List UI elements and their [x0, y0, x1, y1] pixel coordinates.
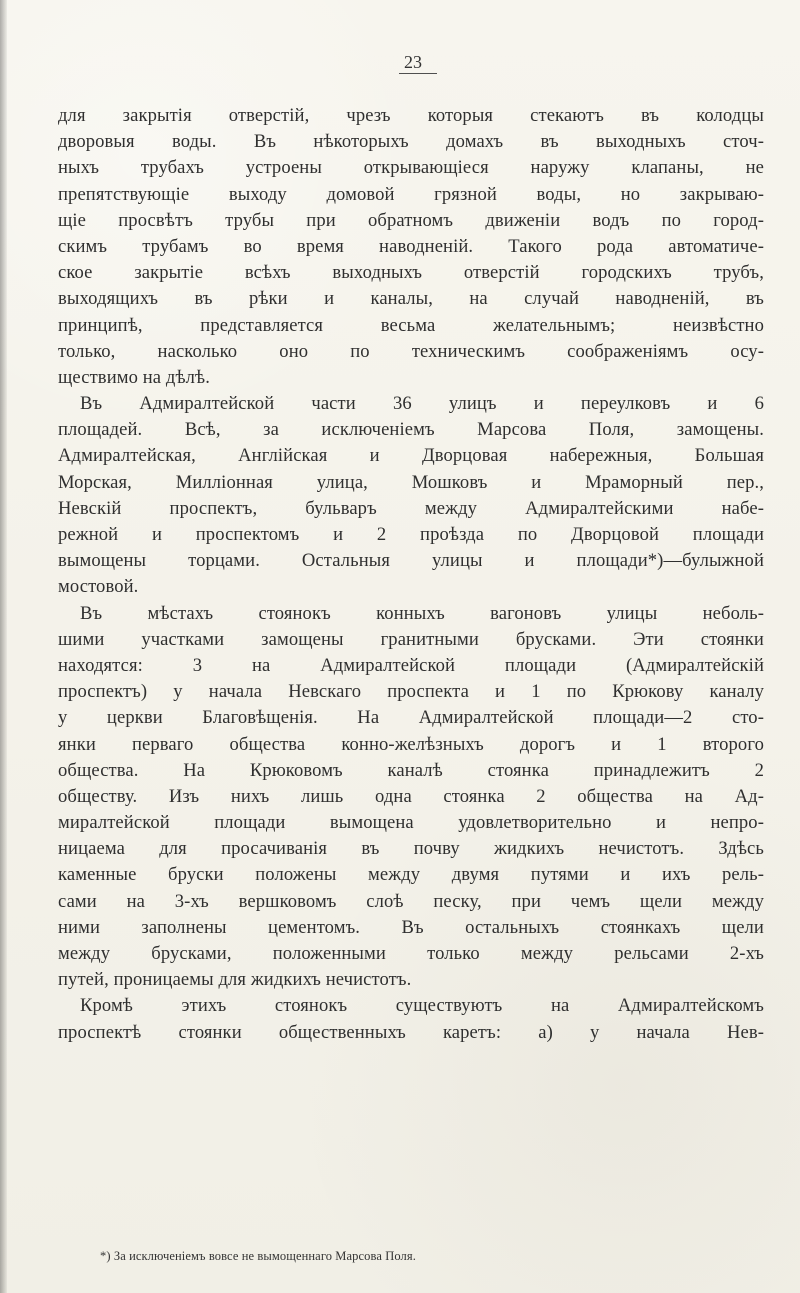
text-line: шими участками замощены гранитными брусками. Эти стоянки [58, 628, 764, 650]
text-line: янки перваго общества конно-желѣзныхъ дорогъ и 1 второго [58, 733, 764, 755]
page-number: 23 [404, 52, 422, 72]
text-line: ними заполнены цементомъ. Въ остальныхъ стоянкахъ щели [58, 916, 764, 938]
text-line: обществу. Изъ нихъ лишь одна стоянка 2 общества на Ад- [58, 785, 764, 807]
text-line: ское закрытіе всѣхъ выходныхъ отверстій городскихъ трубъ, [58, 262, 764, 284]
text-line: сами на 3-хъ вершковомъ слоѣ песку, при чемъ щели между [58, 890, 764, 912]
text-line: вымощены торцами. Остальныя улицы и площади*)—булыжной [58, 550, 764, 572]
text-line: ществимо на дѣлѣ. [58, 366, 210, 388]
text-line: выходящихъ въ рѣки и каналы, на случай наводненій, въ [58, 288, 764, 310]
text-line: между брусками, положенными только между рельсами 2-хъ [58, 943, 764, 964]
text-line: Адмиралтейская, Англійская и Дворцовая набережныя, Большая [58, 445, 764, 467]
text-line: ныхъ трубахъ устроены открывающіеся наружу клапаны, не [58, 157, 764, 179]
text-line: дворовыя воды. Въ нѣкоторыхъ домахъ въ выходныхъ сточ- [58, 131, 764, 153]
text-line: путей, проницаемы для жидкихъ нечистотъ. [58, 969, 412, 991]
main-text [58, 103, 764, 1046]
footnote: *) За исключеніемъ вовсе не вымощеннаго Марсова Поля. [100, 1249, 416, 1263]
text-line: Въ Адмиралтейской части 36 улицъ и переулковъ и 6 [80, 393, 764, 415]
text-line: площадей. Всѣ, за исключеніемъ Марсова Поля, замощены. [58, 419, 764, 441]
page-number-rule [399, 73, 437, 74]
text-line: Невскій проспектъ, бульваръ между Адмиралтейскими набе- [58, 497, 764, 519]
text-line: ницаема для просачиванія въ почву жидкихъ нечистотъ. Здѣсь [58, 838, 764, 860]
text-line: Въ мѣстахъ стоянокъ конныхъ вагоновъ улицы неболь- [80, 602, 764, 624]
text-line: проспектѣ стоянки общественныхъ каретъ: а) у начала Нев- [58, 1021, 764, 1043]
text-line: Кромѣ этихъ стоянокъ существуютъ на Адмиралтейскомъ [80, 995, 764, 1017]
text-line: скимъ трубамъ во время наводненій. Такого рода автоматиче- [58, 235, 764, 257]
text-line: миралтейской площади вымощена удовлетворительно и непро- [58, 812, 764, 834]
text-line: принципѣ, представляется весьма желательнымъ; неизвѣстно [58, 314, 764, 336]
text-line: только, насколько оно по техническимъ соображеніямъ осу- [58, 340, 764, 362]
page-edge-shadow [0, 0, 7, 1293]
text-line: каменные бруски положены между двумя путями и ихъ рель- [58, 864, 764, 886]
text-line: проспектъ) у начала Невскаго проспекта и 1 по Крюкову каналу [58, 681, 764, 703]
text-line: у церкви Благовѣщенія. На Адмиралтейской площади—2 сто- [58, 707, 764, 729]
text-line: Морская, Милліонная улица, Мошковъ и Мраморный пер., [58, 471, 764, 493]
text-line: мостовой. [58, 576, 139, 598]
text-line: режной и проспектомъ и 2 проѣзда по Дворцовой площади [58, 524, 764, 545]
text-line: общества. На Крюковомъ каналѣ стоянка принадлежитъ 2 [58, 759, 764, 781]
text-line: препятствующіе выходу домовой грязной воды, но закрываю- [58, 183, 764, 205]
text-line: щіе просвѣтъ трубы при обратномъ движеніи водъ по город- [58, 209, 764, 231]
text-line: находятся: 3 на Адмиралтейской площади (Адмиралтейскій [58, 654, 764, 676]
text-line: для закрытія отверстій, чрезъ которыя стекаютъ въ колодцы [58, 105, 764, 126]
